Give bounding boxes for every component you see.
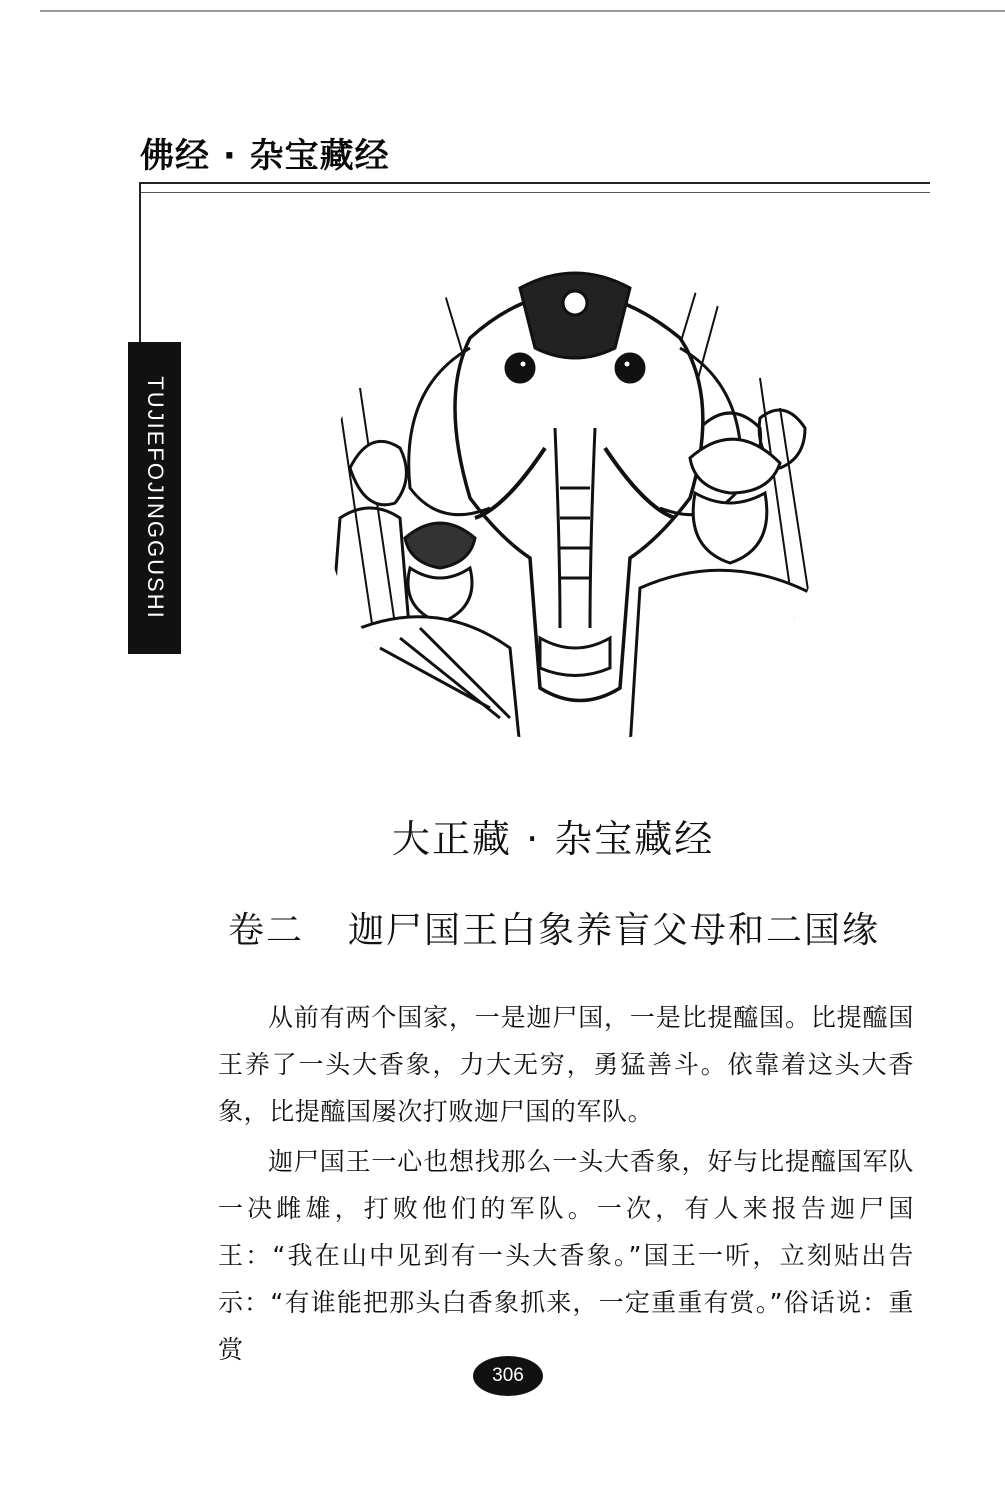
elephant-illustration-icon [320, 258, 830, 748]
running-header-title: 佛经 · 杂宝藏经 [140, 136, 390, 176]
side-rule [139, 182, 141, 342]
chapter-title [228, 902, 880, 953]
chapter-name: 迦尸国王白象养盲父母和二国缘 [348, 910, 881, 951]
chapter-volume: 卷二 [228, 910, 305, 951]
header-rule [140, 182, 930, 184]
page-number: 306 [492, 1365, 524, 1386]
section-title: 大正藏 · 杂宝藏经 [392, 817, 715, 861]
top-rule [40, 10, 1005, 12]
side-label-text: TUJIEFOJINGGUSHI [142, 376, 168, 620]
header-rule-thin [140, 192, 930, 193]
side-label-tab [128, 342, 181, 654]
body-text [218, 994, 914, 1376]
paragraph: 迦尸国王一心也想找那么一头大香象，好与比提醯国军队一决雌雄，打败他们的军队。一次，有人来报告迦尸国王：“我在山中见到有一头大香象。”国王一听，立刻贴出告示：“有谁能把那头白香象抓来，一定重重有赏。”俗话说：重赏 [218, 1147, 914, 1364]
page-number-badge [473, 1356, 543, 1396]
paragraph: 从前有两个国家，一是迦尸国，一是比提醯国。比提醯国王养了一头大香象，力大无穷，勇猛善斗。依靠着这头大香象，比提醯国屡次打败迦尸国的军队。 [218, 1003, 914, 1126]
